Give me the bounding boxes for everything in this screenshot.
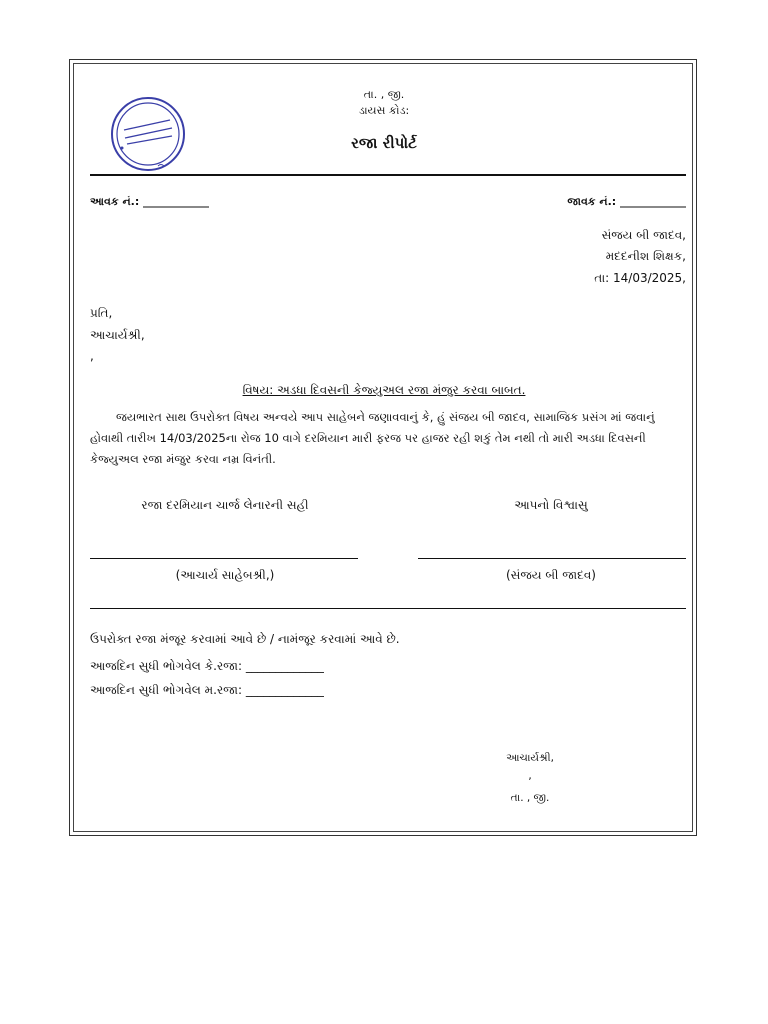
recipient-to: આચાર્યશ્રી, [90, 328, 145, 342]
yours-faithfully-label: આપનો વિશ્વાસુ [514, 498, 588, 512]
sender-date: તા: 14/03/2025, [594, 271, 686, 285]
inward-number: આવક નં.: ____________ [90, 195, 210, 208]
subject-line: વિષય: અડધા દિવસની કેજ્યુઅલ રજા મંજુર કરવા બાબત. [242, 383, 526, 397]
sender-designation: મદદનીશ શિક્ષક, [605, 249, 686, 263]
inner-border [73, 63, 693, 832]
applicant-name: (સંજય બી જાદવ) [506, 568, 596, 582]
section-divider [90, 608, 686, 609]
header-dise-code: ડાયસ કોડ: [358, 104, 410, 117]
footer-place: તા. , જી. [510, 792, 550, 804]
recipient-prati: પ્રતિ, [90, 306, 113, 320]
recipient-comma: , [90, 349, 94, 363]
casual-leave-taken: આજદિન સુધી ભોગવેલ કે.રજા: _____________ [90, 659, 324, 673]
footer-principal: આચાર્યશ્રી, [506, 752, 554, 764]
outward-number: જાવક નં.: ____________ [567, 195, 686, 208]
header-divider [90, 174, 686, 176]
principal-name: (આચાર્ય સાહેબશ્રી,) [175, 568, 275, 582]
footer-comma: , [528, 770, 532, 782]
charge-signature-label: રજા દરમિયાન ચાર્જ લેનારની સહી [141, 498, 309, 512]
body-line-1: જયભારત સાથ ઉપરોક્ત વિષય અન્વયે આપ સાહેબને જણાવવાનું કે, હું સંજય બી જાદવ, સામાજિક પ્રસંગ માં જવાનું [116, 410, 655, 424]
approval-statement: ઉપરોક્ત રજા મંજૂર કરવામાં આવે છે / નામંજૂર કરવામાં આવે છે. [90, 632, 400, 646]
header-place: તા. , જી. [363, 88, 405, 101]
body-line-2: હોવાથી તારીખ 14/03/2025ના રોજ 10 વાગે દરમિયાન મારી ફરજ પર હાજર રહી શકું તેમ નથી તો મારી અડધા દિવસની [90, 431, 646, 445]
page-title: રજા રીપોર્ટ [351, 134, 417, 152]
body-line-3: કેજ્યુઅલ રજા મંજુર કરવા નમ્ર વિનંતી. [90, 452, 276, 466]
medical-leave-taken: આજદિન સુધી ભોગવેલ મ.રજા: _____________ [90, 683, 324, 697]
sender-name: સંજય બી જાદવ, [601, 228, 686, 242]
applicant-signature-line [418, 558, 686, 559]
school-stamp-icon [110, 96, 186, 172]
principal-signature-line [90, 558, 358, 559]
